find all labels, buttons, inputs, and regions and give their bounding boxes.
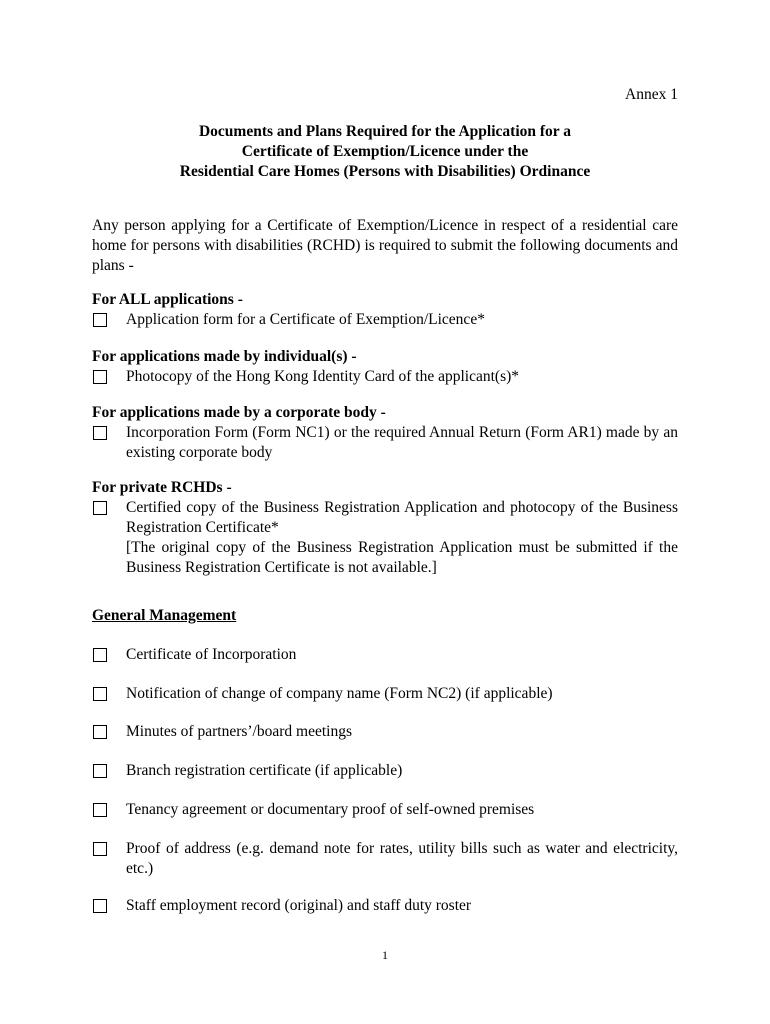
checkbox[interactable] [93, 687, 107, 701]
title-line-2: Certificate of Exemption/Licence under the [241, 143, 529, 160]
item-text: Application form for a Certificate of Exemption/Licence* [126, 311, 485, 328]
item-text: Minutes of partners’/board meetings [126, 723, 352, 740]
checklist-item [92, 645, 678, 665]
checklist-item [92, 800, 678, 820]
section-heading: For applications made by individual(s) - [92, 348, 357, 365]
section-heading: For private RCHDs - [92, 479, 232, 496]
title-line-3: Residential Care Homes (Persons with Disabilities) Ordinance [179, 163, 591, 180]
document-title [92, 122, 678, 182]
section-all-applications [92, 290, 678, 330]
page-number: 1 [382, 948, 388, 962]
intro-paragraph: Any person applying for a Certificate of Exemption/Licence in respect of a residential care home for persons with disabilities (RCHD) is required to submit the following documents and plans - [92, 217, 678, 274]
checklist-item [92, 896, 678, 916]
checkbox[interactable] [93, 764, 107, 778]
checklist-item [92, 367, 678, 387]
checkbox[interactable] [93, 426, 107, 440]
checkbox[interactable] [93, 899, 107, 913]
checkbox[interactable] [93, 313, 107, 327]
checklist-item [92, 423, 678, 463]
checkbox[interactable] [93, 725, 107, 739]
section-heading: For ALL applications - [92, 291, 243, 308]
section-corporate-body [92, 403, 678, 463]
checklist-item [92, 839, 678, 879]
item-text: Tenancy agreement or documentary proof of self-owned premises [126, 801, 535, 818]
item-text: Proof of address (e.g. demand note for rates, utility bills such as water and electricity, etc.) [126, 840, 678, 877]
item-text: Certified copy of the Business Registration Application and photocopy of the Business Registration Certificate* [126, 499, 678, 536]
checklist-item [92, 310, 678, 330]
section-general-management [92, 606, 678, 626]
title-line-1: Documents and Plans Required for the Application for a [198, 123, 572, 140]
checklist-item [92, 761, 678, 781]
section-individuals [92, 347, 678, 387]
item-text: Incorporation Form (Form NC1) or the required Annual Return (Form AR1) made by an existing corporate body [126, 424, 678, 461]
checkbox[interactable] [93, 842, 107, 856]
checkbox[interactable] [93, 648, 107, 662]
checklist-item [92, 498, 678, 578]
item-text: Branch registration certificate (if applicable) [126, 762, 403, 779]
item-text: Certificate of Incorporation [126, 646, 297, 663]
item-note: [The original copy of the Business Registration Application must be submitted if the Business Registration Certificate is not available.] [126, 539, 678, 576]
checkbox[interactable] [93, 501, 107, 515]
section-heading: For applications made by a corporate body - [92, 404, 386, 421]
item-text: Staff employment record (original) and staff duty roster [126, 897, 472, 914]
section-heading: General Management [92, 607, 237, 624]
checkbox[interactable] [93, 370, 107, 384]
checklist-item [92, 684, 678, 704]
item-text: Photocopy of the Hong Kong Identity Card of the applicant(s)* [126, 368, 520, 385]
item-text: Notification of change of company name (Form NC2) (if applicable) [126, 685, 553, 702]
section-private-rchds [92, 478, 678, 578]
annex-label: Annex 1 [625, 86, 678, 103]
checklist-item [92, 722, 678, 742]
checkbox[interactable] [93, 803, 107, 817]
